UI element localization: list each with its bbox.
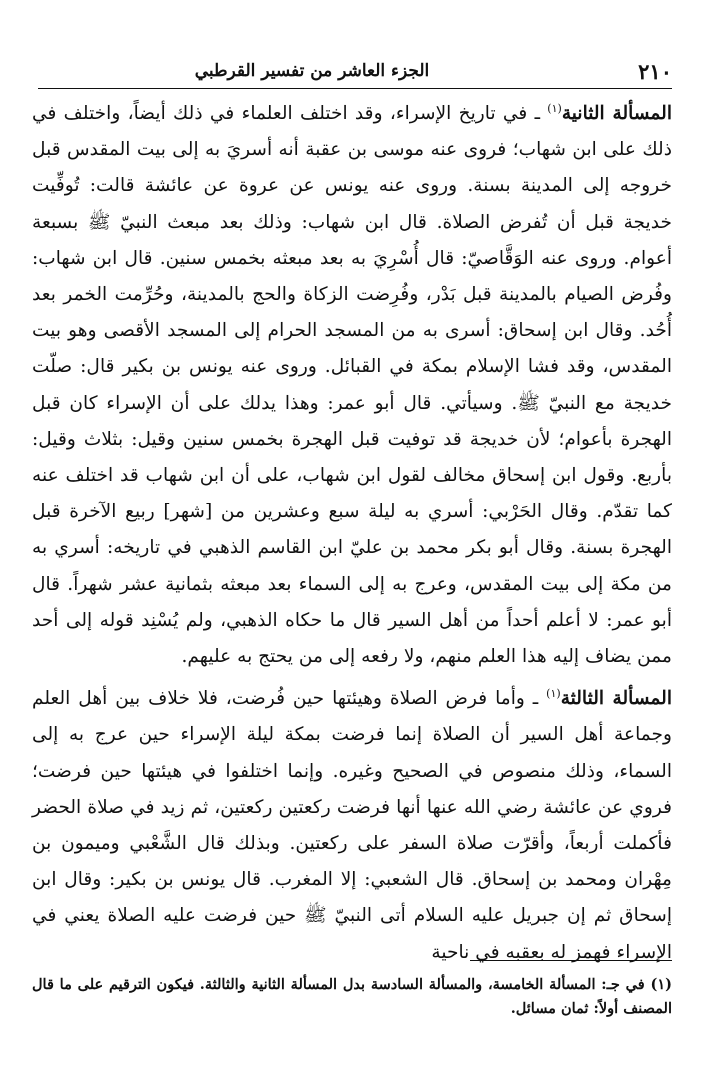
paragraph-second-issue	[32, 96, 672, 675]
footnote-separator	[470, 960, 672, 961]
paragraph-text: ـ وأما فرض الصلاة وهيئتها حين فُرضت، فلا خلاف بين أهل العلم وجماعة أهل السير أن الصلاة إنما فرضت بمكة ليلة الإسراء حين عرج به إلى السماء، وذلك منصوص في الصحيح وغيره. وإنما اختلفوا في هيئتها حين فرضت؛ فروي عن عائشة رضي الله عنها أنها فرضت ركعتين ركعتين، ثم زيد في صلاة الحضر فأكملت أربعاً، وأقرّت صلاة السفر على ركعتين. وبذلك قال الشَّعْبي وميمون بن مِهْران ومحمد بن إسحاق. قال الشعبي: إلا المغرب. قال يونس بن بكير: وقال ابن إسحاق ثم إن جبريل عليه السلام أتى النبيّ ﷺ حين فرضت عليه الصلاة يعني في الإسراء فهمز له بعقبه في ناحية	[32, 688, 672, 963]
footnote-reference: (١)	[546, 687, 561, 701]
footnote-reference: (١)	[547, 101, 562, 115]
issue-heading: المسألة الثانية	[561, 103, 672, 124]
issue-heading: المسألة الثالثة	[560, 688, 672, 710]
body-text	[32, 96, 672, 971]
footnotes	[32, 960, 672, 1021]
paragraph-text: ـ في تاريخ الإسراء، وقد اختلف العلماء في ذلك أيضاً، واختلف في ذلك على ابن شهاب؛ فروى عنه موسى بن عقبة أنه أسريَ به إلى بيت المقدس قبل خروجه إلى المدينة بسنة. وروى عنه يونس عن عروة عن عائشة قالت: تُوفِّيت خديجة قبل أن تُفرض الصلاة. قال ابن شهاب: وذلك بعد مبعث النبيّ ﷺ بسبعة أعوام. وروى عنه الوَقَّاصيّ: قال أُسْرِيَ به بعد مبعثه بخمس سنين. قال ابن شهاب: وفُرض الصيام بالمدينة قبل بَدْر، وفُرِضت الزكاة والحج بالمدينة، وحُرِّمت الخمر بعد أُحُد. وقال ابن إسحاق: أسرى به من المسجد الحرام إلى المسجد الأقصى وهو بيت المقدس، وقد فشا الإسلام بمكة في القبائل. وروى عنه يونس بن بكير قال: صلّت خديجة مع النبيّ ﷺ. وسيأتي. قال أبو عمر: وهذا يدلك على أن الإسراء كان قبل الهجرة بأعوام؛ لأن خديجة قد توفيت قبل الهجرة بخمس سنين وقيل: بثلاث وقيل: بأربع. وقول ابن إسحاق مخالف لقول ابن شهاب، على أن ابن شهاب قد اختلف عنه كما تقدّم. وقال الحَرْبي: أسري به ليلة سبع وعشرين من [شهر] ربيع الآخرة قبل الهجرة بسنة. وقال أبو بكر محمد بن عليّ ابن القاسم الذهبي في تاريخه: أسري به من مكة إلى بيت المقدس، وعرج به إلى السماء بعد مبعثه بثمانية عشر شهراً. قال أبو عمر: لا أعلم أحداً من أهل السير قال ما حكاه الذهبي، ولم يُسْنِد قوله إلى أحد ممن يضاف إليه هذا العلم منهم، ولا رفعه إلى من يحتج به عليهم.	[32, 103, 672, 668]
page-header	[38, 54, 672, 89]
footnote-text: (١) في جـ: المسألة الخامسة، والمسألة السادسة بدل المسألة الثانية والثالثة. فيكون الترقيم على ما قال المصنف أولاً: ثمان مسائل.	[32, 976, 672, 1017]
page-number: ٢١٠	[638, 58, 672, 84]
running-title: الجزء العاشر من تفسير القرطبي	[194, 61, 430, 81]
paragraph-third-issue	[32, 681, 672, 971]
